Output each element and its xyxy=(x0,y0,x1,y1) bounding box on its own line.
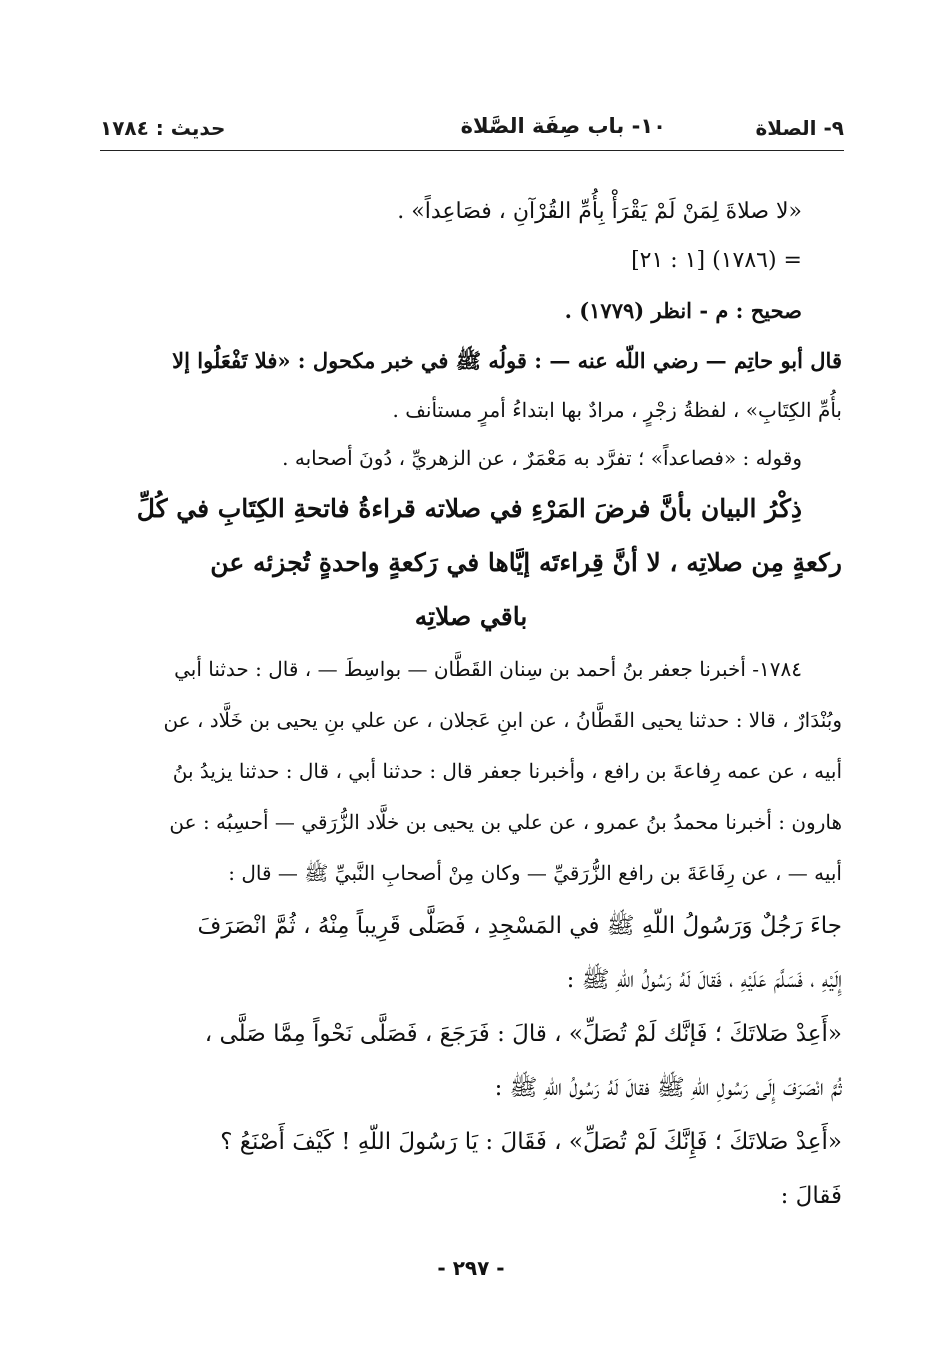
grading-note: صحيح : م - انظر (١٧٧٩) . xyxy=(564,298,802,323)
commentary-line: قال أبو حاتِم — رضي اللّه عنه — : قولُه ﷺ في خبر مكحول : «فلا تَفْعَلُوا إلا xyxy=(172,348,842,373)
matn-line: إِلَيْهِ ، فَسَلَّمَ عَلَيْهِ ، فَقالَ لَهُ رَسُولُ اللّهِ ﷺ : xyxy=(566,967,842,993)
chapter-heading-line: ذِكْرُ البيان بأنَّ فرضَ المَرْءِ في صلاته قراءةُ فاتحةِ الكِتَابِ في كُلِّ xyxy=(136,494,802,523)
isnad-line: أبيه ، عن عمه رِفاعةَ بن رافع ، وأخبرنا جعفر قال : حدثنا أبي ، قال : حدثنا يزيدُ بنُ xyxy=(172,759,842,783)
isnad-line: وبُنْدَارٌ ، قالا : حدثنا يحيى القَطَّانُ ، عن ابنِ عَجلان ، عن علي بنِ يحيى بن خَلَّاد ، عن xyxy=(163,708,842,732)
matn-line: فَقالَ : xyxy=(780,1183,842,1209)
commentary-line: بأُمِّ الكِتَابِ» ، لفظةُ زجْرٍ ، مرادٌ بها ابتداءُ أمرٍ مستأنف . xyxy=(392,398,842,422)
isnad-line: ١٧٨٤- أخبرنا جعفر بنُ أحمد بن سِنان القَطَّان — بواسِطَ — ، قال : حدثنا أبي xyxy=(174,657,802,681)
isnad-line: هارون : أخبرنا محمدُ بنُ عمرو ، عن علي بن يحيى بن خلَّاد الزُّرَقي — أحسِبُه : عن xyxy=(169,810,842,834)
matn-line: ثُمَّ انْصَرَفَ إِلَى رَسُولِ اللّهِ ﷺ فقالَ لَهُ رَسُولُ اللّهِ ﷺ : xyxy=(494,1075,842,1101)
matn-line: «أَعِدْ صَلاتَكَ ؛ فَإِنَّكَ لَمْ تُصَلِّ» ، فَقَالَ : يَا رَسُولَ اللّهِ ! كَيْفَ أَصْنَعُ ؟ xyxy=(220,1129,842,1155)
cross-reference: = (١٧٨٦) [١ : ٢١] xyxy=(631,248,802,273)
isnad-line: أبيه — ، عن رِفَاعَةَ بن رافع الزُّرَقيِّ — وكان مِنْ أصحابِ النَّبيِّ ﷺ — قال : xyxy=(228,861,842,885)
running-header xyxy=(100,108,844,148)
hadith-number-ref: حديث : ١٧٨٤ xyxy=(100,116,226,140)
matn-line: «أَعِدْ صَلاتَكَ ؛ فَإنَّك لَمْ تُصَلِّ» ، قالَ : فَرَجَعَ ، فَصَلَّى نَحْواً مِمَّا صَلَّى ، xyxy=(204,1021,842,1047)
chapter-heading-line: باقي صلاتِه xyxy=(414,602,528,631)
matn-line: جاءَ رَجُلٌ وَرَسُولُ اللّهِ ﷺ في المَسْجِدِ ، فَصَلَّى قَرِيباً مِنْهُ ، ثُمَّ انْصَرَفَ xyxy=(197,913,842,939)
page-number: - ٢٩٧ - xyxy=(437,1256,505,1280)
chapter-title: ٩- الصلاة xyxy=(755,116,844,140)
hadith-quote-line: «لا صلاةَ لِمَنْ لَمْ يَقْرَأْ بِأُمِّ القُرْآنِ ، فصَاعِداً» . xyxy=(397,199,802,224)
page-body xyxy=(100,188,842,1223)
commentary-line: وقوله : «فصاعداً» ؛ تفرَّد به مَعْمَرٌ ، عن الزهريِّ ، دُونَ أصحابه . xyxy=(282,446,802,470)
chapter-heading-line: ركعةٍ مِن صلاتِه ، لا أنَّ قِراءتَه إيَّاها في رَكعةٍ واحدةٍ تُجزئه عن xyxy=(210,548,842,577)
header-divider xyxy=(100,150,844,151)
section-title: ١٠- باب صِفَة الصَّلاة xyxy=(460,114,666,138)
